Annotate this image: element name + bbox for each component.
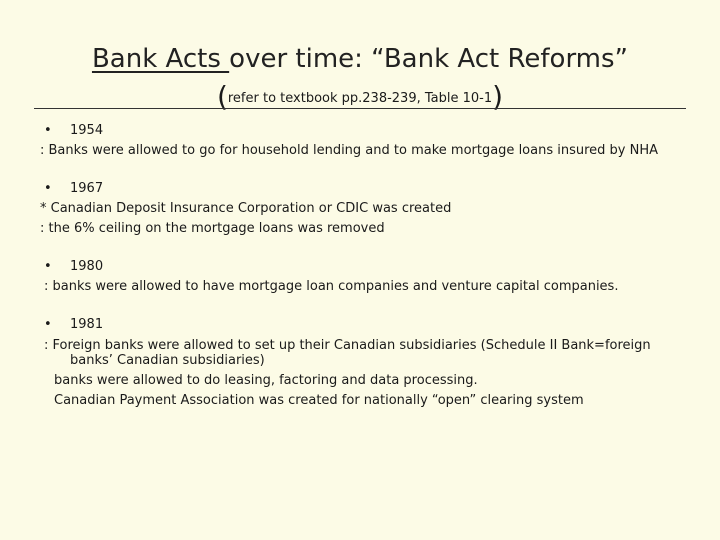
subtitle-open-paren: (: [216, 80, 228, 113]
year-label: 1980: [70, 259, 104, 274]
section-1967-heading: [40, 179, 700, 199]
section-1980-heading: [40, 257, 700, 277]
section-1954-heading: [40, 121, 700, 141]
section-1967-text-1: * Canadian Deposit Insurance Corporation or CDIC was created: [40, 201, 452, 216]
slide-title: [0, 42, 720, 76]
subtitle-text: refer to textbook pp.238-239, Table 10-1: [227, 91, 493, 106]
title-underlined-part: Bank Acts: [91, 44, 230, 74]
section-1981-text-2: banks were allowed to do leasing, factoring and data processing.: [54, 373, 478, 388]
bullet-dot: •: [44, 181, 52, 196]
section-1981-heading: [40, 315, 700, 335]
section-1981-text-3: Canadian Payment Association was created for nationally “open” clearing system: [54, 393, 584, 408]
title-divider: [34, 108, 686, 109]
bullet-dot: •: [44, 123, 52, 138]
content-body: [40, 121, 700, 411]
year-label: 1967: [70, 181, 104, 196]
section-1954-text: : Banks were allowed to go for household lending and to make mortgage loans insured by NHA: [40, 143, 659, 158]
subtitle-close-paren: ): [492, 80, 504, 113]
year-label: 1981: [70, 317, 104, 332]
bullet-dot: •: [44, 259, 52, 274]
title-rest: over time: “Bank Act Reforms”: [229, 44, 629, 74]
section-1981-text-1-cont: banks’ Canadian subsidiaries): [70, 353, 265, 368]
section-1967-text-2: : the 6% ceiling on the mortgage loans was removed: [40, 221, 385, 236]
section-1980-text: : banks were allowed to have mortgage loan companies and venture capital companies.: [44, 279, 619, 294]
section-1981-text-1: : Foreign banks were allowed to set up their Canadian subsidiaries (Schedule II Bank=foreign: [44, 338, 651, 353]
slide-subtitle: [0, 82, 720, 114]
bullet-dot: •: [44, 317, 52, 332]
year-label: 1954: [70, 123, 104, 138]
